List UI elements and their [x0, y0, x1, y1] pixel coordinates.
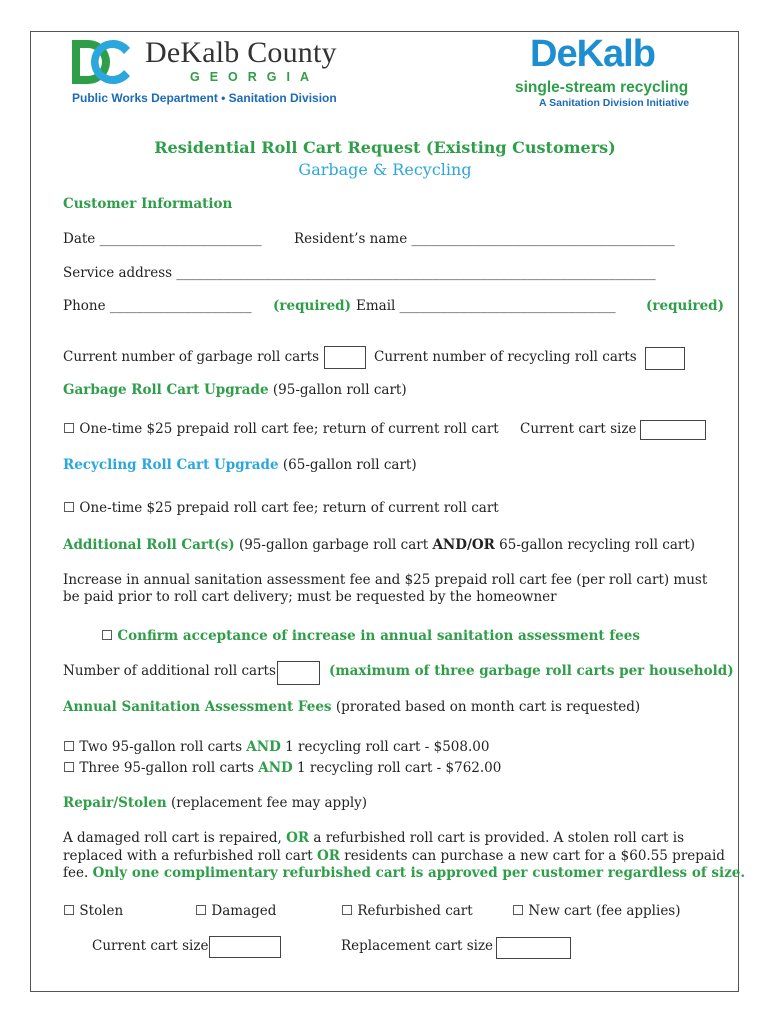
phone-field[interactable]: Phone _____________________ — [63, 298, 252, 314]
garbage-cart-size-label: Current cart size — [520, 421, 637, 437]
option-refurbished[interactable]: ☐ Refurbished cart — [341, 903, 473, 919]
fees-heading: Annual Sanitation Assessment Fees — [63, 699, 332, 715]
additional-heading: Additional Roll Cart(s) — [63, 537, 235, 553]
state-name: GEORGIA — [190, 70, 320, 84]
fee-option-2-b: 1 recycling roll cart - $762.00 — [297, 760, 502, 776]
resident-name-field[interactable]: Resident’s name _______________________________________ — [294, 231, 675, 247]
confirm-label: Confirm acceptance of increase in annual sanitation assessment fees — [117, 628, 640, 644]
repair-note: (replacement fee may apply) — [171, 795, 368, 811]
replacement-size-label: Replacement cart size — [341, 938, 494, 954]
option-new-cart[interactable]: ☐ New cart (fee applies) — [512, 903, 681, 919]
customer-info-heading: Customer Information — [63, 196, 233, 212]
repair-line1-a: A damaged roll cart is repaired, — [63, 830, 282, 846]
repair-line3-b: Only one complimentary refurbished cart is approved per customer regardless of size. — [92, 865, 746, 881]
county-name: DeKalb County — [145, 36, 337, 69]
fee-option-1-b: 1 recycling roll cart - $508.00 — [285, 739, 490, 755]
dekalb-dc-logo — [70, 38, 132, 86]
additional-heading-line — [63, 537, 695, 553]
repair-para-line1 — [63, 830, 684, 846]
email-required-label: (required) — [646, 298, 725, 314]
recycling-upgrade-heading: Recycling Roll Cart Upgrade — [63, 457, 279, 473]
repair-line3-a: fee. — [63, 865, 89, 881]
replacement-size-box[interactable] — [496, 937, 571, 959]
recycling-count-box[interactable] — [645, 347, 685, 370]
repair-line1-b: a refurbished roll cart is provided. A stolen roll cart is — [313, 830, 684, 846]
repair-line1-or: OR — [286, 830, 310, 846]
confirm-checkbox[interactable]: ☐ — [101, 628, 114, 644]
fee-option-2-and: AND — [258, 760, 293, 776]
option-damaged[interactable]: ☐ Damaged — [195, 903, 277, 919]
repair-heading-line — [63, 795, 367, 811]
department-name: Public Works Department • Sanitation Division — [72, 91, 337, 105]
email-field[interactable]: Email ________________________________ — [356, 298, 616, 314]
additional-max-note: (maximum of three garbage roll carts per household) — [329, 663, 734, 679]
form-title: Residential Roll Cart Request (Existing Customers) — [154, 138, 616, 157]
date-field[interactable]: Date ________________________ — [63, 231, 262, 247]
additional-note-b: 65-gallon recycling roll cart) — [499, 537, 696, 553]
fee-option-1[interactable] — [63, 739, 489, 755]
repair-para-line3 — [63, 865, 745, 881]
repair-para-line2 — [63, 848, 725, 864]
phone-required-label: (required) — [273, 298, 352, 314]
repair-line2-or: OR — [316, 848, 340, 864]
option-stolen[interactable]: ☐ Stolen — [63, 903, 124, 919]
initiative-label: A Sanitation Division Initiative — [539, 97, 690, 109]
garbage-upgrade-heading: Garbage Roll Cart Upgrade — [63, 382, 269, 398]
additional-para-line1: Increase in annual sanitation assessment fee and $25 prepaid roll cart fee (per roll cart) must — [63, 572, 708, 588]
additional-note-a: (95-gallon garbage roll cart — [238, 537, 429, 553]
form-subtitle: Garbage & Recycling — [298, 160, 472, 179]
garbage-upgrade-note: (95-gallon roll cart) — [272, 382, 407, 398]
recycling-count-label: Current number of recycling roll carts — [374, 349, 637, 365]
garbage-cart-size-box[interactable] — [640, 420, 706, 440]
additional-number-box[interactable] — [277, 661, 320, 685]
repair-heading: Repair/Stolen — [63, 795, 167, 811]
fees-note: (prorated based on month cart is requested) — [335, 699, 641, 715]
garbage-upgrade-line — [63, 382, 407, 398]
fee-option-1-a: ☐ Two 95-gallon roll carts — [63, 739, 242, 755]
additional-and-or: AND/OR — [432, 537, 495, 553]
service-address-field[interactable]: Service address _______________________________________________________________________ — [63, 265, 656, 281]
fee-option-1-and: AND — [246, 739, 281, 755]
recycling-tagline: single-stream recycling — [515, 79, 689, 96]
recycling-upgrade-line — [63, 457, 417, 473]
garbage-count-label: Current number of garbage roll carts — [63, 349, 319, 365]
fees-heading-line — [63, 699, 640, 715]
garbage-count-box[interactable] — [324, 346, 366, 369]
fee-option-2[interactable] — [63, 760, 501, 776]
repair-line2-a: replaced with a refurbished roll cart — [63, 848, 313, 864]
confirm-line[interactable] — [101, 628, 640, 644]
fee-option-2-a: ☐ Three 95-gallon roll carts — [63, 760, 254, 776]
current-size-label: Current cart size — [92, 938, 209, 954]
current-size-box[interactable] — [209, 936, 281, 958]
recycling-upgrade-option[interactable]: ☐ One-time $25 prepaid roll cart fee; return of current roll cart — [63, 500, 499, 516]
recycling-brand-word: DeKalb — [530, 33, 655, 75]
additional-number-label: Number of additional roll carts — [63, 663, 276, 679]
garbage-upgrade-option[interactable]: ☐ One-time $25 prepaid roll cart fee; return of current roll cart — [63, 421, 499, 437]
recycling-upgrade-note: (65-gallon roll cart) — [282, 457, 417, 473]
repair-line2-b: residents can purchase a new cart for a $60.55 prepaid — [344, 848, 725, 864]
additional-para-line2: be paid prior to roll cart delivery; must be requested by the homeowner — [63, 589, 557, 605]
